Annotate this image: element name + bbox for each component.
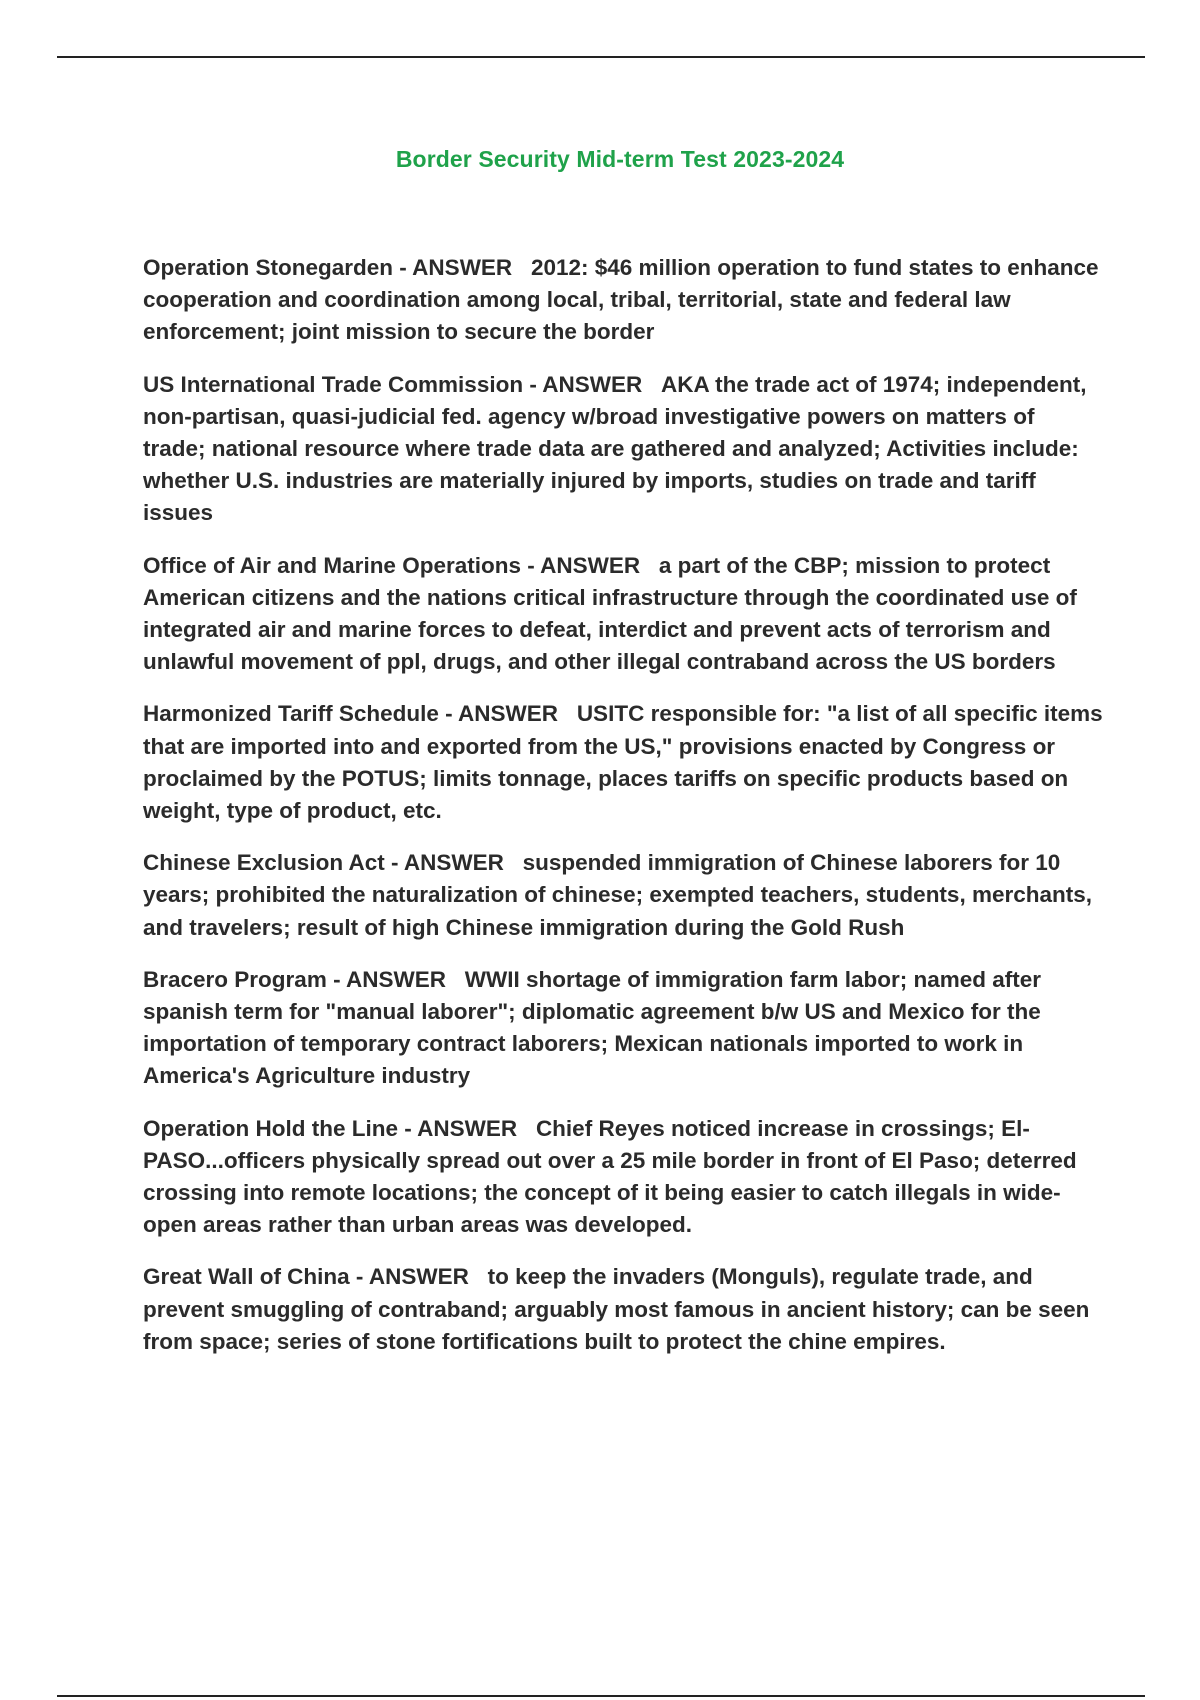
entry-operation-stonegarden — [143, 252, 1103, 349]
entry-operation-hold-the-line — [143, 1113, 1103, 1242]
entry-harmonized-tariff-schedule — [143, 698, 1103, 827]
entry-definition: WWII shortage of immigration farm labor; named after spanish term for "manual laborer"; diplomatic agreement b/w US and Mexico for the importation of temporary contract laborers; Mexican nationals imported to work in America's Agriculture industry — [143, 966, 1042, 1089]
entry-definition: USITC responsible for: "a list of all specific items that are imported into and exported from the US," provisions enacted by Congress or proclaimed by the POTUS; limits tonnage, places tariffs on specific products based on weight, type of product, etc. — [143, 701, 1103, 824]
entry-definition: a part of the CBP; mission to protect American citizens and the nations critical infrastructure through the coordinated use of integrated air and marine forces to defeat, interdict and prevent acts of terrorism and unlawful movement of ppl, drugs, and other illegal contraband across the US borders — [143, 552, 1077, 675]
entry-term: Great Wall of China - ANSWER — [143, 1264, 469, 1290]
entry-term: Harmonized Tariff Schedule - ANSWER — [143, 701, 559, 727]
top-rule — [57, 56, 1145, 58]
entry-term: US International Trade Commission - ANSWER — [143, 371, 643, 397]
entry-definition: suspended immigration of Chinese laborers for 10 years; prohibited the naturalization of chinese; exempted teachers, students, merchants, and travelers; result of high Chinese immigration during the Gold Rush — [143, 850, 1092, 940]
entry-term: Bracero Program - ANSWER — [143, 966, 446, 992]
entry-definition: AKA the trade act of 1974; independent, non-partisan, quasi-judicial fed. agency w/broad investigative powers on matters of trade; national resource where trade data are gathered and analyzed; Activities include: whether U.S. industries are materially injured by imports, studies on trade and tariff issues — [143, 371, 1087, 526]
entry-definition: to keep the invaders (Monguls), regulate trade, and prevent smuggling of contraband; arguably most famous in ancient history; can be seen from space; series of stone fortifications built to protect the chine empires. — [143, 1264, 1090, 1354]
entry-term: Chinese Exclusion Act - ANSWER — [143, 850, 504, 876]
entry-term: Operation Stonegarden - ANSWER — [143, 255, 513, 280]
entry-term: Office of Air and Marine Operations - ANSWER — [143, 552, 641, 578]
entry-bracero-program — [143, 964, 1103, 1093]
entry-great-wall-of-china — [143, 1261, 1103, 1358]
entry-us-international-trade-commission — [143, 369, 1103, 530]
entry-list — [143, 252, 1103, 1378]
bottom-rule — [57, 1695, 1145, 1697]
entry-office-of-air-and-marine-operations — [143, 550, 1103, 679]
entry-definition: Chief Reyes noticed increase in crossings; El-PASO...officers physically spread out over a 25 mile border in front of El Paso; deterred crossing into remote locations; the concept of it being easier to catch illegals in wide-open areas rather than urban areas was developed. — [143, 1115, 1077, 1238]
document-title: Border Security Mid-term Test 2023-2024 — [395, 146, 845, 172]
entry-definition: 2012: $46 million operation to fund states to enhance cooperation and coordination among local, tribal, territorial, state and federal law enforcement; joint mission to secure the border — [143, 255, 1099, 345]
entry-term: Operation Hold the Line - ANSWER — [143, 1115, 518, 1141]
entry-chinese-exclusion-act — [143, 847, 1103, 944]
